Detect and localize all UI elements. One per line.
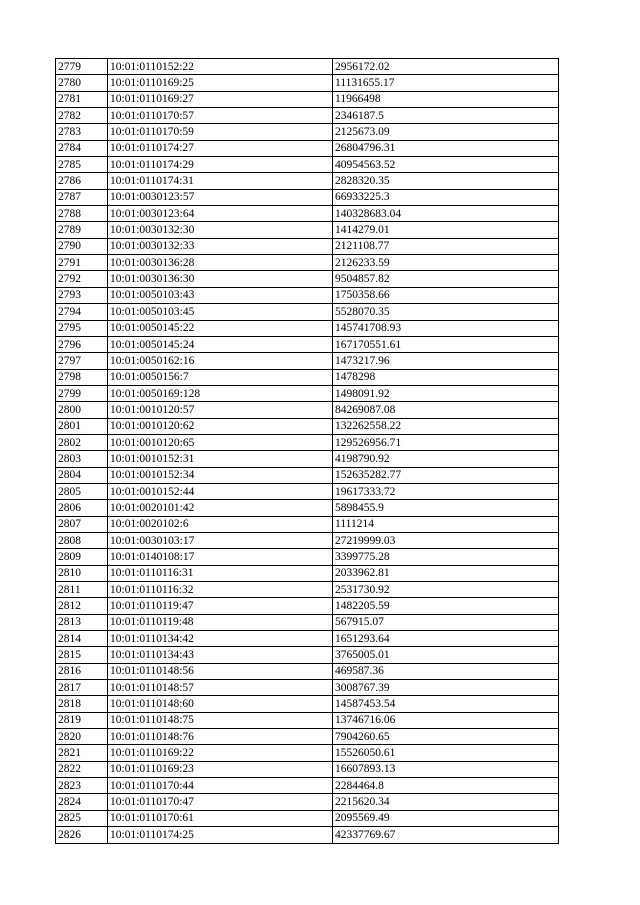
row-number-cell: 2795	[56, 320, 108, 336]
table-row	[56, 663, 559, 679]
row-number-cell: 2785	[56, 157, 108, 173]
value-cell: 2126233.59	[333, 255, 559, 271]
value-cell: 7904260.65	[333, 729, 559, 745]
table-row	[56, 532, 559, 548]
value-cell: 152635282.77	[333, 467, 559, 483]
cadastral-number-cell: 10:01:0030123:64	[108, 206, 333, 222]
table-row	[56, 353, 559, 369]
cadastral-number-cell: 10:01:0110174:31	[108, 173, 333, 189]
cadastral-number-cell: 10:01:0010120:62	[108, 418, 333, 434]
cadastral-number-cell: 10:01:0110148:56	[108, 663, 333, 679]
table-row	[56, 712, 559, 728]
cadastral-number-cell: 10:01:0110134:42	[108, 631, 333, 647]
row-number-cell: 2801	[56, 418, 108, 434]
value-cell: 84269087.08	[333, 402, 559, 418]
cadastral-number-cell: 10:01:0050162:16	[108, 353, 333, 369]
table-row	[56, 549, 559, 565]
value-cell: 567915.07	[333, 614, 559, 630]
table-row	[56, 680, 559, 696]
table-row	[56, 385, 559, 401]
value-cell: 16607893.13	[333, 761, 559, 777]
value-cell: 132262558.22	[333, 418, 559, 434]
value-cell: 469587.36	[333, 663, 559, 679]
cadastral-number-cell: 10:01:0110174:25	[108, 827, 333, 843]
table-row	[56, 647, 559, 663]
table-row	[56, 255, 559, 271]
value-cell: 1498091.92	[333, 385, 559, 401]
cadastral-number-cell: 10:01:0030136:30	[108, 271, 333, 287]
row-number-cell: 2800	[56, 402, 108, 418]
row-number-cell: 2821	[56, 745, 108, 761]
table-row	[56, 794, 559, 810]
value-cell: 40954563.52	[333, 157, 559, 173]
value-cell: 5528070.35	[333, 304, 559, 320]
cadastral-number-cell: 10:01:0110169:23	[108, 761, 333, 777]
value-cell: 2828320.35	[333, 173, 559, 189]
table-row	[56, 320, 559, 336]
value-cell: 1478298	[333, 369, 559, 385]
cadastral-number-cell: 10:01:0010120:57	[108, 402, 333, 418]
row-number-cell: 2815	[56, 647, 108, 663]
table-row	[56, 222, 559, 238]
value-cell: 2956172.02	[333, 59, 559, 75]
row-number-cell: 2793	[56, 287, 108, 303]
row-number-cell: 2824	[56, 794, 108, 810]
value-cell: 1473217.96	[333, 353, 559, 369]
table-row	[56, 631, 559, 647]
row-number-cell: 2794	[56, 304, 108, 320]
cadastral-number-cell: 10:01:0110170:47	[108, 794, 333, 810]
cadastral-number-cell: 10:01:0050103:45	[108, 304, 333, 320]
value-cell: 2215620.34	[333, 794, 559, 810]
table-row	[56, 91, 559, 107]
row-number-cell: 2782	[56, 108, 108, 124]
cadastral-number-cell: 10:01:0030132:30	[108, 222, 333, 238]
row-number-cell: 2799	[56, 385, 108, 401]
table-row	[56, 827, 559, 843]
cadastral-number-cell: 10:01:0030136:28	[108, 255, 333, 271]
cadastral-number-cell: 10:01:0110170:57	[108, 108, 333, 124]
table-row	[56, 59, 559, 75]
value-cell: 2125673.09	[333, 124, 559, 140]
table-row	[56, 206, 559, 222]
table-row	[56, 434, 559, 450]
row-number-cell: 2791	[56, 255, 108, 271]
value-cell: 5898455.9	[333, 500, 559, 516]
cadastral-number-cell: 10:01:0110174:27	[108, 140, 333, 156]
cadastral-number-cell: 10:01:0050145:24	[108, 336, 333, 352]
value-cell: 2284464.8	[333, 778, 559, 794]
value-cell: 140328683.04	[333, 206, 559, 222]
cadastral-number-cell: 10:01:0110170:61	[108, 810, 333, 826]
table-row	[56, 402, 559, 418]
value-cell: 19617333.72	[333, 483, 559, 499]
value-cell: 15526050.61	[333, 745, 559, 761]
row-number-cell: 2813	[56, 614, 108, 630]
value-cell: 1651293.64	[333, 631, 559, 647]
row-number-cell: 2806	[56, 500, 108, 516]
row-number-cell: 2784	[56, 140, 108, 156]
cadastral-number-cell: 10:01:0050156:7	[108, 369, 333, 385]
row-number-cell: 2817	[56, 680, 108, 696]
cadastral-number-cell: 10:01:0010120:65	[108, 434, 333, 450]
cadastral-number-cell: 10:01:0020101:42	[108, 500, 333, 516]
data-table	[55, 58, 559, 844]
table-row	[56, 287, 559, 303]
table-row	[56, 157, 559, 173]
cadastral-number-cell: 10:01:0030103:17	[108, 532, 333, 548]
table-row	[56, 418, 559, 434]
row-number-cell: 2807	[56, 516, 108, 532]
row-number-cell: 2820	[56, 729, 108, 745]
row-number-cell: 2814	[56, 631, 108, 647]
row-number-cell: 2798	[56, 369, 108, 385]
table-row	[56, 173, 559, 189]
value-cell: 145741708.93	[333, 320, 559, 336]
cadastral-number-cell: 10:01:0110119:47	[108, 598, 333, 614]
row-number-cell: 2781	[56, 91, 108, 107]
cadastral-number-cell: 10:01:0110148:75	[108, 712, 333, 728]
value-cell: 1414279.01	[333, 222, 559, 238]
table-row	[56, 810, 559, 826]
row-number-cell: 2804	[56, 467, 108, 483]
value-cell: 42337769.67	[333, 827, 559, 843]
cadastral-number-cell: 10:01:0110169:27	[108, 91, 333, 107]
value-cell: 11131655.17	[333, 75, 559, 91]
value-cell: 13746716.06	[333, 712, 559, 728]
row-number-cell: 2796	[56, 336, 108, 352]
row-number-cell: 2787	[56, 189, 108, 205]
table-row	[56, 108, 559, 124]
value-cell: 11966498	[333, 91, 559, 107]
table-row	[56, 369, 559, 385]
table-row	[56, 140, 559, 156]
row-number-cell: 2809	[56, 549, 108, 565]
table-row	[56, 598, 559, 614]
row-number-cell: 2825	[56, 810, 108, 826]
cadastral-number-cell: 10:01:0110170:59	[108, 124, 333, 140]
row-number-cell: 2788	[56, 206, 108, 222]
value-cell: 3008767.39	[333, 680, 559, 696]
row-number-cell: 2790	[56, 238, 108, 254]
row-number-cell: 2823	[56, 778, 108, 794]
cadastral-number-cell: 10:01:0050169:128	[108, 385, 333, 401]
value-cell: 26804796.31	[333, 140, 559, 156]
row-number-cell: 2797	[56, 353, 108, 369]
value-cell: 14587453.54	[333, 696, 559, 712]
row-number-cell: 2812	[56, 598, 108, 614]
table-body	[56, 59, 559, 844]
value-cell: 27219999.03	[333, 532, 559, 548]
cadastral-number-cell: 10:01:0110152:22	[108, 59, 333, 75]
table-row	[56, 271, 559, 287]
table-row	[56, 124, 559, 140]
cadastral-number-cell: 10:01:0110116:31	[108, 565, 333, 581]
row-number-cell: 2779	[56, 59, 108, 75]
table-row	[56, 483, 559, 499]
row-number-cell: 2810	[56, 565, 108, 581]
value-cell: 4198790.92	[333, 451, 559, 467]
table-row	[56, 696, 559, 712]
cadastral-number-cell: 10:01:0110174:29	[108, 157, 333, 173]
cadastral-number-cell: 10:01:0110119:48	[108, 614, 333, 630]
row-number-cell: 2792	[56, 271, 108, 287]
value-cell: 2531730.92	[333, 582, 559, 598]
cadastral-number-cell: 10:01:0030132:33	[108, 238, 333, 254]
row-number-cell: 2786	[56, 173, 108, 189]
value-cell: 2346187.5	[333, 108, 559, 124]
value-cell: 1111214	[333, 516, 559, 532]
table-row	[56, 451, 559, 467]
cadastral-number-cell: 10:01:0050145:22	[108, 320, 333, 336]
value-cell: 3399775.28	[333, 549, 559, 565]
row-number-cell: 2822	[56, 761, 108, 777]
value-cell: 1482205.59	[333, 598, 559, 614]
table-row	[56, 304, 559, 320]
table-row	[56, 729, 559, 745]
value-cell: 129526956.71	[333, 434, 559, 450]
value-cell: 167170551.61	[333, 336, 559, 352]
row-number-cell: 2780	[56, 75, 108, 91]
cadastral-number-cell: 10:01:0110116:32	[108, 582, 333, 598]
row-number-cell: 2803	[56, 451, 108, 467]
cadastral-number-cell: 10:01:0010152:34	[108, 467, 333, 483]
row-number-cell: 2818	[56, 696, 108, 712]
row-number-cell: 2811	[56, 582, 108, 598]
row-number-cell: 2816	[56, 663, 108, 679]
table-row	[56, 582, 559, 598]
row-number-cell: 2789	[56, 222, 108, 238]
cadastral-number-cell: 10:01:0010152:31	[108, 451, 333, 467]
row-number-cell: 2805	[56, 483, 108, 499]
table-row	[56, 467, 559, 483]
row-number-cell: 2808	[56, 532, 108, 548]
table-row	[56, 238, 559, 254]
row-number-cell: 2802	[56, 434, 108, 450]
table-row	[56, 500, 559, 516]
cadastral-number-cell: 10:01:0050103:43	[108, 287, 333, 303]
row-number-cell: 2783	[56, 124, 108, 140]
table-row	[56, 761, 559, 777]
cadastral-number-cell: 10:01:0030123:57	[108, 189, 333, 205]
table-row	[56, 75, 559, 91]
value-cell: 1750358.66	[333, 287, 559, 303]
row-number-cell: 2819	[56, 712, 108, 728]
cadastral-number-cell: 10:01:0110170:44	[108, 778, 333, 794]
cadastral-number-cell: 10:01:0020102:6	[108, 516, 333, 532]
value-cell: 3765005.01	[333, 647, 559, 663]
cadastral-number-cell: 10:01:0110148:57	[108, 680, 333, 696]
cadastral-number-cell: 10:01:0010152:44	[108, 483, 333, 499]
cadastral-number-cell: 10:01:0110169:22	[108, 745, 333, 761]
cadastral-number-cell: 10:01:0110148:76	[108, 729, 333, 745]
table-row	[56, 516, 559, 532]
cadastral-number-cell: 10:01:0110148:60	[108, 696, 333, 712]
table-row	[56, 614, 559, 630]
cadastral-number-cell: 10:01:0140108:17	[108, 549, 333, 565]
value-cell: 2121108.77	[333, 238, 559, 254]
value-cell: 66933225.3	[333, 189, 559, 205]
cadastral-number-cell: 10:01:0110169:25	[108, 75, 333, 91]
table-row	[56, 189, 559, 205]
table-row	[56, 778, 559, 794]
value-cell: 9504857.82	[333, 271, 559, 287]
row-number-cell: 2826	[56, 827, 108, 843]
cadastral-number-cell: 10:01:0110134:43	[108, 647, 333, 663]
table-row	[56, 336, 559, 352]
value-cell: 2095569.49	[333, 810, 559, 826]
table-row	[56, 745, 559, 761]
value-cell: 2033962.81	[333, 565, 559, 581]
table-row	[56, 565, 559, 581]
